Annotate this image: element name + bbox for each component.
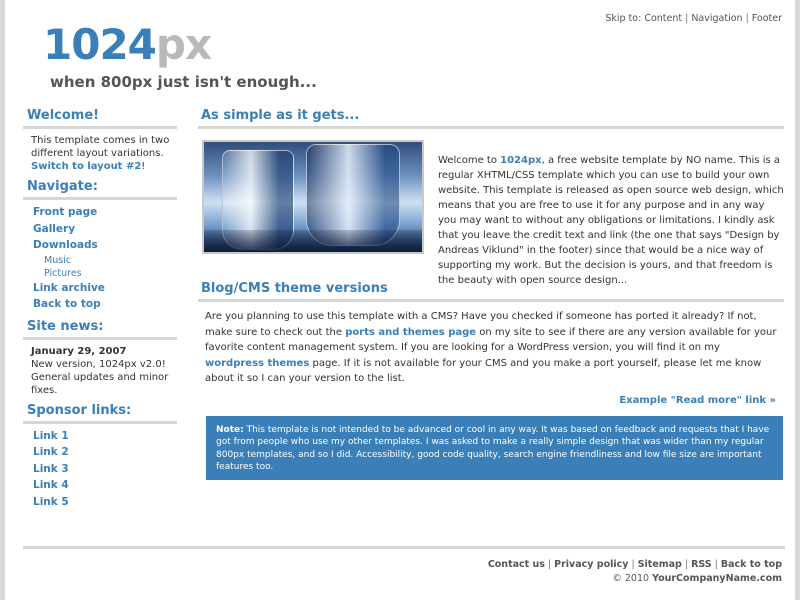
note-text: This template is not intended to be advanced or cool in any way. It was based on feedback and requests that I have got from people who use my other templates. I was asked to make a really simple design that was wider than my regular 800px templates, and so I did. Accessibility, good code quality, search engine friendliness and low file size are important features too. [216,424,770,472]
nav-item-pictures [33,267,177,280]
nav-link-link-archive[interactable]: Link archive [33,281,105,294]
welcome-block [23,108,177,173]
wordpress-themes-link[interactable]: wordpress themes [205,357,310,369]
ports-themes-link[interactable]: ports and themes page [345,326,477,338]
footer-back-to-top-link[interactable]: Back to top [720,559,782,570]
sponsor-link-3[interactable]: Link 3 [33,462,69,475]
nav-link-front-page[interactable]: Front page [33,206,98,218]
footer-rss-link[interactable]: RSS [691,559,712,570]
cms-text: Are you planning to use this template with a CMS? Have you checked if someone has ported it already? If not, make sure to check out the ports and themes page on my site to see if there are any version available for your favorite content management system. If you are looking for a WordPress version, you will find it on my wordpress themes page. If it is not available for your CMS and you make a port yourself, please let me know about it so I can your version to the list. [205,311,777,384]
page [5,0,795,600]
skip-to-footer-link[interactable]: Footer [751,13,782,24]
sponsor-heading: Sponsor links: [23,403,177,424]
sponsor-item [33,477,177,494]
skip-label: Skip to: [605,13,642,24]
welcome-heading: Welcome! [23,108,177,129]
navigate-block [23,179,177,313]
photo-shadow [204,230,422,252]
news-date: January 29, 2007 [31,345,127,357]
read-more-link[interactable]: Example "Read more" link » [619,394,776,406]
switch-layout-link[interactable]: Switch to layout #2 [31,161,142,172]
sidebar [23,108,177,516]
intro-section [198,129,784,286]
sponsor-list [23,424,177,511]
nav-item-music [33,254,177,267]
site-logo[interactable] [43,20,211,70]
company-name: YourCompanyName.com [652,573,782,584]
footer-divider [23,546,785,549]
sponsor-link-2[interactable]: Link 2 [33,446,69,458]
sponsor-block [23,403,177,511]
nav-item-back-to-top [33,296,177,313]
navigate-heading: Navigate: [23,179,177,200]
nav-link-downloads[interactable]: Downloads [33,239,98,251]
nav-item-front-page [33,204,177,221]
sponsor-link-4[interactable]: Link 4 [33,479,69,491]
skip-links: Skip to: Content | Navigation | Footer [605,13,782,24]
skip-to-navigation-link[interactable]: Navigation [691,13,743,24]
nav-link-music[interactable]: Music [44,254,72,266]
note-box [206,416,783,480]
news-text [23,340,177,397]
nav-item-downloads [33,237,177,254]
site-tagline: when 800px just isn't enough... [50,73,317,91]
logo-number: 1024 [43,20,156,69]
sponsor-item [33,494,177,511]
copyright: © 2010 YourCompanyName.com [612,573,782,584]
logo-unit: px [155,20,212,69]
footer-privacy-link[interactable]: Privacy policy [554,559,629,570]
cms-section [198,281,784,480]
news-body: New version, 1024px v2.0! General updates and minor fixes. [31,358,169,396]
nav-item-link-archive [33,280,177,297]
section-heading-simple: As simple as it gets... [198,108,784,129]
sponsor-item [33,428,177,445]
main-content [198,108,784,480]
glasses-photo [202,140,424,254]
footer-sitemap-link[interactable]: Sitemap [637,559,682,570]
sponsor-item [33,461,177,478]
nav-list [23,200,177,313]
sponsor-link-5[interactable]: Link 5 [33,495,69,508]
footer-contact-link[interactable]: Contact us [487,559,545,570]
nav-link-gallery[interactable]: Gallery [33,222,76,235]
brand-link[interactable]: 1024px [500,155,542,166]
news-heading: Site news: [23,319,177,340]
note-label: Note: [216,424,244,435]
intro-text: Welcome to 1024px, a free website template by NO name. This is a regular XHTML/CSS template which you can use to build your own website. This template is released as open source web design, which means that you are free to use it for any purpose and in any way you may want to without any obligations or limitations. I kindly ask that you leave the credit text and link (the one that says "Design by Andreas Viklund" in the footer) since that would be a nice way of supporting my work. But the decision is yours, and that freedom is the beauty with open source design... [438,155,784,286]
nav-link-pictures[interactable]: Pictures [44,267,82,279]
news-block [23,319,177,397]
skip-to-content-link[interactable]: Content [644,13,683,24]
welcome-text: This template comes in two different layout variations. Switch to layout #2! [31,135,170,172]
sponsor-link-1[interactable]: Link 1 [33,429,69,442]
section-heading-cms: Blog/CMS theme versions [198,281,784,302]
nav-item-gallery [33,221,177,238]
read-more-row [198,387,784,408]
sponsor-item [33,444,177,461]
footer-links: Contact us | Privacy policy | Sitemap | RSS | Back to top [487,559,782,570]
nav-link-back-to-top[interactable]: Back to top [33,298,101,310]
